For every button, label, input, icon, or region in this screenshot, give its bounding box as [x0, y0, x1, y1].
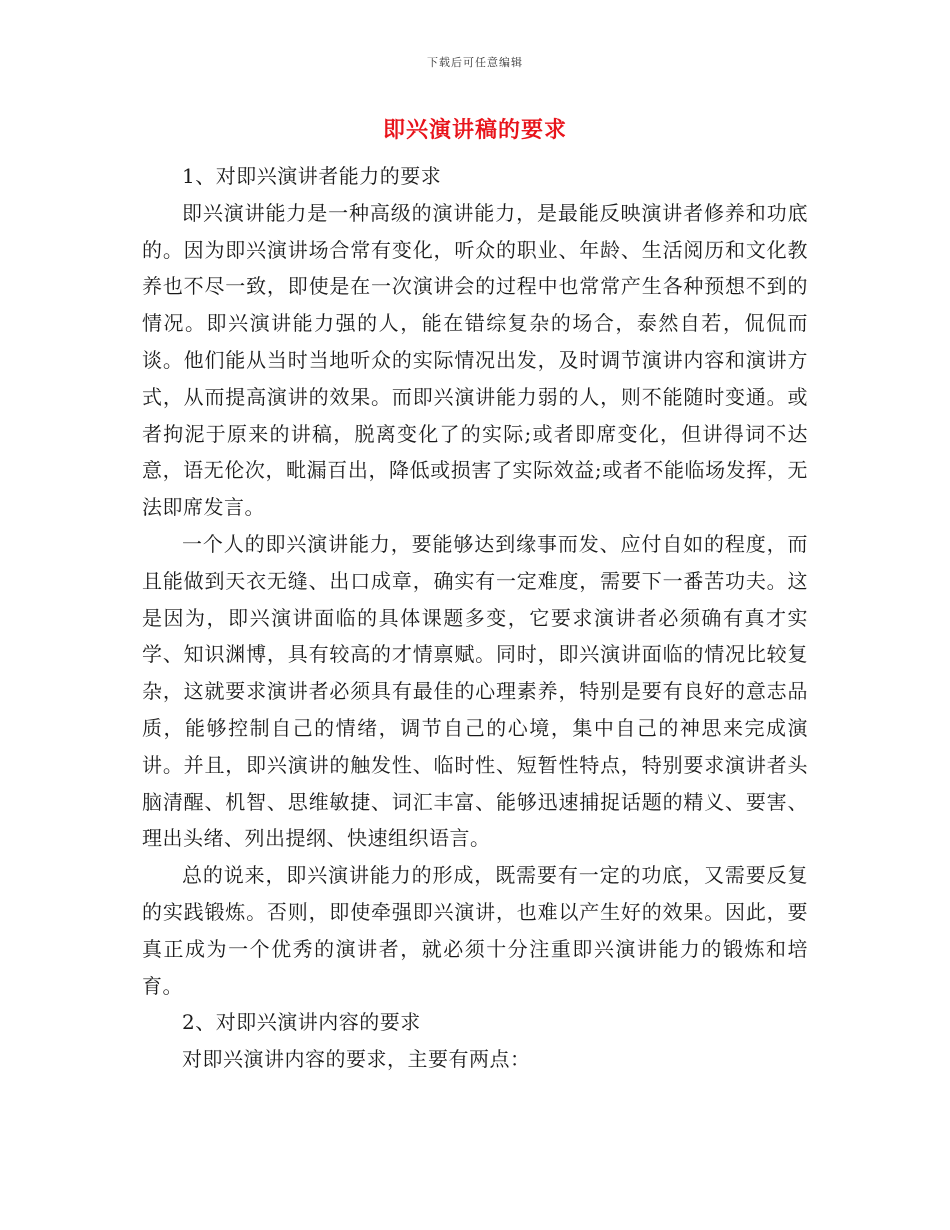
document-title: 即兴演讲稿的要求 [382, 117, 567, 143]
section-2-intro: 对即兴演讲内容的要求，主要有两点： [182, 1047, 531, 1072]
document-body [142, 158, 808, 1078]
section-heading-2: 2、对即兴演讲内容的要求 [182, 1010, 421, 1035]
body-paragraph-1: 即兴演讲能力是一种高级的演讲能力，是最能反映演讲者修养和功底的。因为即兴演讲场合常有变化，听众的职业、年龄、生活阅历和文化教养也不尽一致，即使是在一次演讲会的过程中也常常产生各种预想不到的情况。即兴演讲能力强的人，能在错综复杂的场合，泰然自若，侃侃而谈。他们能从当时当地听众的实际情况出发，及时调节演讲内容和演讲方式，从而提高演讲的效果。而即兴演讲能力弱的人，则不能随时变通。或者拘泥于原来的讲稿，脱离变化了的实际;或者即席变化，但讲得词不达意，语无伦次，毗漏百出，降低或损害了实际效益;或者不能临场发挥，无法即席发言。 [142, 200, 808, 520]
body-paragraph-3: 总的说来，即兴演讲能力的形成，既需要有一定的功底，又需要反复的实践锻炼。否则，即使牵强即兴演讲，也难以产生好的效果。因此，要真正成为一个优秀的演讲者，就必须十分注重即兴演讲能力的锻炼和培育。 [142, 863, 808, 998]
section-heading-1: 1、对即兴演讲者能力的要求 [182, 164, 442, 188]
body-paragraph-2: 一个人的即兴演讲能力，要能够达到缘事而发、应付自如的程度，而且能做到天衣无缝、出口成章，确实有一定难度，需要下一番苦功夫。这是因为，即兴演讲面临的具体课题多变，它要求演讲者必须确有真才实学、知识渊博，具有较高的才情禀赋。同时，即兴演讲面临的情况比较复杂，这就要求演讲者必须具有最佳的心理素养，特别是要有良好的意志品质，能够控制自己的情绪，调节自己的心境，集中自己的神思来完成演讲。并且，即兴演讲的触发性、临时性、短暂性特点，特别要求演讲者头脑清醒、机智、思维敏捷、词汇丰富、能够迅速捕捉话题的精义、要害、理出头绪、列出提纲、快速组织语言。 [142, 531, 808, 851]
page-header-note: 下载后可任意编辑 [427, 56, 523, 69]
